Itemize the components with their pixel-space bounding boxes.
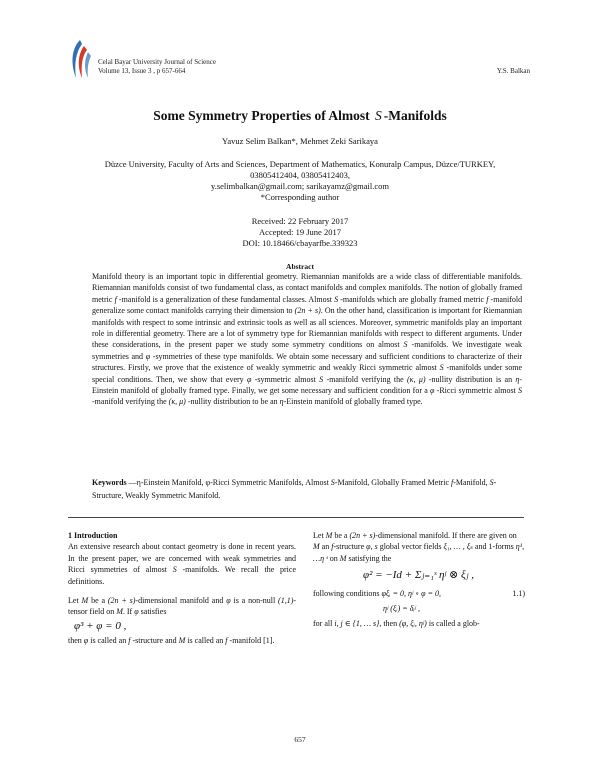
received-date: Received: 22 February 2017 [251,216,349,226]
title-prefix: Some Symmetry Properties of Almost [153,108,370,123]
keywords-label: Keywords [92,478,127,487]
framed-definition-paragraph: Let M be a (2n + s)-dimensional manifold. If there are given on M an f-structure φ, s global vector fields ξ₁, … , ξₛ and 1-forms η¹, …η ˢ on M satisfying the [313,531,525,563]
affiliation-line: Düzce University, Faculty of Arts and Sciences, Department of Mathematics, Konuralp Campus, Düzce/TURKEY, [104,159,496,169]
title-suffix: -Manifolds [383,108,447,123]
definition-paragraph: Let M be a (2n + s)-dimensional manifold and φ is a non-null (1,1)-tensor field on M. If φ satisfies [68,596,297,617]
page-number: 657 [294,735,306,744]
left-column [68,530,296,647]
title-symbol: S [375,108,382,123]
affiliation [60,159,540,203]
accepted-date: Accepted: 19 June 2017 [259,227,341,237]
conditions-line: following conditions φξᵢ = 0, ηʲ ∘ φ = 0, 1.1) [313,588,525,598]
equation-kronecker: ηʲ (ξᵢ) = δᵢʲ , [383,604,421,614]
intro-paragraph: An extensive research about contact geometry is done in recent years. In the present paper, we are concerned with weak symmetries and Ricci symmetries of almost S -manifolds. We recall the price definitions. [68,542,297,586]
abstract-heading: Abstract [286,262,314,271]
journal-info [98,58,216,75]
authors: Yavuz Selim Balkan*, Mehmet Zeki Sarikaya [222,136,378,146]
paper-title [0,108,600,124]
keywords: Keywords —η-Einstein Manifold, φ-Ricci Symmetric Manifolds, Almost S-Manifold, Globally Framed Metric f-Manifold, S-Structure, Weakly Symmetric Manifold. [92,478,497,500]
equation-phi-squared: φ² = −Id + Σⱼ₌₁ˢ ηʲ ⊗ ξⱼ , [363,569,475,582]
right-column [313,530,525,630]
corresponding-author: *Corresponding author [260,192,340,202]
equation-number: 1.1) [512,588,525,598]
abstract-body: Manifold theory is an important topic in differential geometry. Riemannian manifolds are a wide class of differentiable manifolds. Riemannian manifolds consist of two fundamental class, as contact manifolds and complex manifolds. The notion of globally framed metric f -manifold is a generalization of these fundamental classes. Almost S -manifolds which are globally framed metric f -manifold generalize some contact manifolds carrying their dimension to (2n + s). On the other hand, classification is important for Riemannian manifolds with respect to some intrinsic and extrinsic tools as well as all sciences. Moreover, symmetric manifolds play an important role in differential geometry. There are a lot of symmetry type for Riemannian manifolds with respect to different arguments. Under these considerations, in the present paper we study some symmetry conditions on almost S -manifolds. We investigate weak symmetries and φ -symmetries of these type manifolds. We obtain some necessary and sufficient conditions to characterize of their structures. Firstly, we prove that the existence of weakly symmetric and weakly Ricci symmetric almost S -manifolds under some special conditions. Then, we show that every φ -symmetric almost S -manifold verifying the (κ, μ) -nullity distribution is an η-Einstein manifold of globally framed type. Finally, we get some necessary and sufficient condition for a φ -Ricci symmetric almost S -manifold verifying the (κ, μ) -nullity distribution to be an η-Einstein manifold of globally framed type. [92,272,523,407]
section-divider [68,517,524,518]
journal-logo-icon [66,38,96,82]
equation-f-structure: φ³ + φ = 0 , [74,619,127,632]
running-head: Y.S. Balkan [496,67,530,75]
journal-volume: Volume 13, Issue 3 , p 657-664 [98,66,186,75]
global-framed-paragraph: for all i, j ∈ {1, … s}, then (φ, ξᵢ, ηʲ) is called a glob- [313,619,480,629]
affiliation-email: y.selimbalkan@gmail.com; sarikayamz@gmail.com [211,181,389,191]
dates [0,216,600,249]
journal-name: Celal Bayar University Journal of Science [98,58,216,66]
doi: DOI: 10.18466/cbayarfbe.339323 [242,238,358,248]
affiliation-phone: 03805412404, 03805412403, [250,170,350,180]
section-heading-introduction: 1 Introduction [68,531,118,540]
f-structure-paragraph: then φ is called an f -structure and M is called an f -manifold [1]. [68,636,275,646]
